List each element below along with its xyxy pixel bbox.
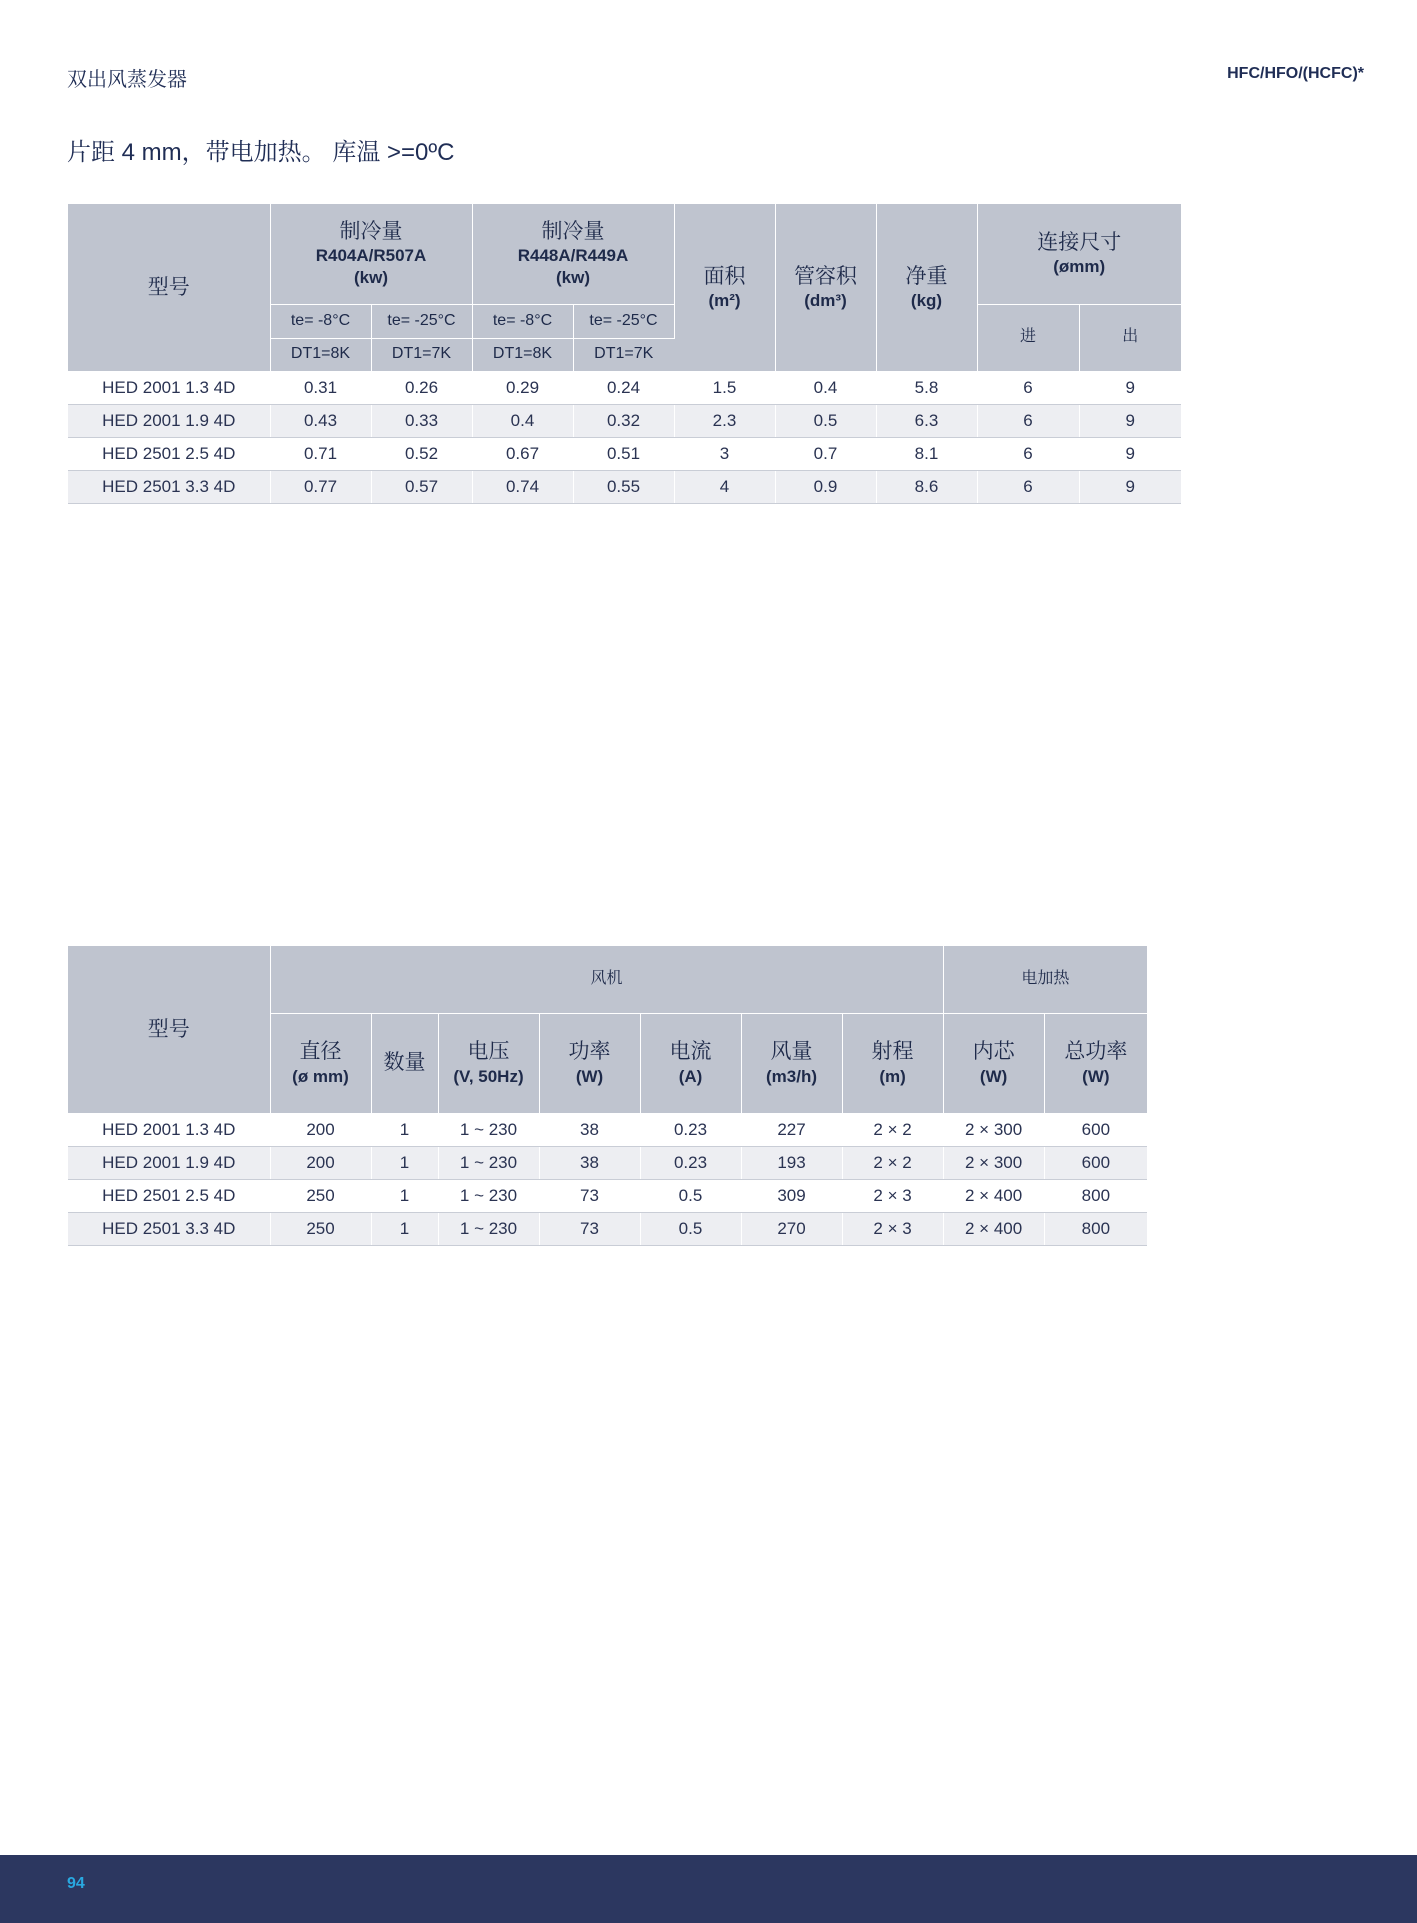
dt-header-2: DT1=7K	[371, 338, 472, 371]
table-row	[68, 1212, 1147, 1245]
table-cell: 4	[674, 470, 775, 503]
table-cell: 0.24	[573, 371, 674, 404]
table-cell: 9	[1079, 470, 1181, 503]
table-cell: 0.51	[573, 437, 674, 470]
table-cell: 309	[741, 1179, 842, 1212]
fan-heater-table	[68, 946, 1147, 1246]
page-subtitle: 片距 4 mm，带电加热。 库温 >=0ºC	[67, 139, 455, 166]
table-cell: 1	[371, 1179, 438, 1212]
table-cell: 270	[741, 1212, 842, 1245]
connection-in-header: 进	[977, 304, 1079, 371]
table-cell: 200	[270, 1146, 371, 1179]
table-cell: 1 ~ 230	[438, 1179, 539, 1212]
page-number: 94	[67, 1875, 85, 1892]
power-header: 功率 (W)	[539, 1013, 640, 1113]
model-cell: HED 2501 3.3 4D	[68, 470, 270, 503]
table-cell: 0.33	[371, 404, 472, 437]
table-cell: 1 ~ 230	[438, 1113, 539, 1146]
table-cell: 0.74	[472, 470, 573, 503]
heater-core-header: 内芯 (W)	[943, 1013, 1044, 1113]
table-cell: 227	[741, 1113, 842, 1146]
table-cell: 0.31	[270, 371, 371, 404]
table-cell: 0.7	[775, 437, 876, 470]
quantity-header: 数量	[371, 1013, 438, 1113]
diameter-header: 直径 (ø mm)	[270, 1013, 371, 1113]
table-cell: 2 × 300	[943, 1113, 1044, 1146]
model-cell: HED 2501 2.5 4D	[68, 437, 270, 470]
fan-header: 风机	[270, 946, 943, 1013]
model-cell: HED 2001 1.9 4D	[68, 404, 270, 437]
model-cell: HED 2001 1.9 4D	[68, 1146, 270, 1179]
table-row	[68, 437, 1181, 470]
table-cell: 0.5	[640, 1179, 741, 1212]
table-cell: 6.3	[876, 404, 977, 437]
table-cell: 0.57	[371, 470, 472, 503]
table-cell: 2 × 2	[842, 1113, 943, 1146]
table-cell: 2 × 400	[943, 1179, 1044, 1212]
table-cell: 38	[539, 1113, 640, 1146]
table-cell: 200	[270, 1113, 371, 1146]
capacity-r404a-header: 制冷量 R404A/R507A (kw)	[270, 204, 472, 304]
table-cell: 0.32	[573, 404, 674, 437]
te-header-1: te= -8°C	[270, 304, 371, 338]
dt-header-3: DT1=8K	[472, 338, 573, 371]
table-cell: 1	[371, 1212, 438, 1245]
table-cell: 6	[977, 371, 1079, 404]
te-header-4: te= -25°C	[573, 304, 674, 338]
table-cell: 1 ~ 230	[438, 1212, 539, 1245]
table-cell: 2 × 2	[842, 1146, 943, 1179]
table-cell: 9	[1079, 371, 1181, 404]
table-cell: 3	[674, 437, 775, 470]
table-cell: 6	[977, 470, 1079, 503]
capacity-r448a-header: 制冷量 R448A/R449A (kw)	[472, 204, 674, 304]
area-header: 面积 (m²)	[674, 204, 775, 371]
airflow-header: 风量 (m3/h)	[741, 1013, 842, 1113]
table-cell: 0.4	[775, 371, 876, 404]
table-cell: 1.5	[674, 371, 775, 404]
table-cell: 600	[1044, 1113, 1147, 1146]
table-cell: 1	[371, 1113, 438, 1146]
table-cell: 0.55	[573, 470, 674, 503]
table-cell: 2 × 3	[842, 1212, 943, 1245]
heater-header: 电加热	[943, 946, 1147, 1013]
table-cell: 73	[539, 1212, 640, 1245]
table-cell: 0.23	[640, 1146, 741, 1179]
table-cell: 800	[1044, 1212, 1147, 1245]
dt-header-1: DT1=8K	[270, 338, 371, 371]
table-cell: 250	[270, 1179, 371, 1212]
weight-header: 净重 (kg)	[876, 204, 977, 371]
table-cell: 8.6	[876, 470, 977, 503]
table-cell: 0.4	[472, 404, 573, 437]
throw-header: 射程 (m)	[842, 1013, 943, 1113]
table-cell: 250	[270, 1212, 371, 1245]
table-row	[68, 1179, 1147, 1212]
table-cell: 600	[1044, 1146, 1147, 1179]
table-cell: 9	[1079, 437, 1181, 470]
table-cell: 193	[741, 1146, 842, 1179]
table-cell: 0.5	[775, 404, 876, 437]
table-cell: 2 × 3	[842, 1179, 943, 1212]
table-cell: 1	[371, 1146, 438, 1179]
table-cell: 38	[539, 1146, 640, 1179]
total-power-header: 总功率 (W)	[1044, 1013, 1147, 1113]
table-cell: 0.71	[270, 437, 371, 470]
table-cell: 73	[539, 1179, 640, 1212]
table-cell: 0.26	[371, 371, 472, 404]
table-cell: 0.52	[371, 437, 472, 470]
table-cell: 8.1	[876, 437, 977, 470]
table-cell: 0.9	[775, 470, 876, 503]
table-cell: 6	[977, 437, 1079, 470]
model-cell: HED 2001 1.3 4D	[68, 371, 270, 404]
connection-out-header: 出	[1079, 304, 1181, 371]
model-cell: HED 2001 1.3 4D	[68, 1113, 270, 1146]
table-row	[68, 371, 1181, 404]
table-row	[68, 404, 1181, 437]
table-cell: 0.5	[640, 1212, 741, 1245]
model-header: 型号	[68, 204, 270, 371]
table-cell: 2 × 400	[943, 1212, 1044, 1245]
section-title: 双出风蒸发器	[67, 69, 187, 91]
tube-volume-header: 管容积 (dm³)	[775, 204, 876, 371]
current-header: 电流 (A)	[640, 1013, 741, 1113]
table-cell: 6	[977, 404, 1079, 437]
te-header-2: te= -25°C	[371, 304, 472, 338]
table-row	[68, 1113, 1147, 1146]
table-cell: 9	[1079, 404, 1181, 437]
table-cell: 0.43	[270, 404, 371, 437]
table-cell: 1 ~ 230	[438, 1146, 539, 1179]
table-row	[68, 1146, 1147, 1179]
table-cell: 0.23	[640, 1113, 741, 1146]
table-cell: 0.67	[472, 437, 573, 470]
capacity-table	[68, 204, 1181, 504]
table-row	[68, 470, 1181, 503]
model-cell: HED 2501 2.5 4D	[68, 1179, 270, 1212]
dt-header-4: DT1=7K	[573, 338, 674, 371]
refrigerant-label: HFC/HFO/(HCFC)*	[1227, 65, 1364, 82]
model-cell: HED 2501 3.3 4D	[68, 1212, 270, 1245]
table-cell: 5.8	[876, 371, 977, 404]
voltage-header: 电压 (V, 50Hz)	[438, 1013, 539, 1113]
table-cell: 0.29	[472, 371, 573, 404]
footer-bar	[0, 1855, 1417, 1923]
table-cell: 800	[1044, 1179, 1147, 1212]
table-cell: 2.3	[674, 404, 775, 437]
table-cell: 0.77	[270, 470, 371, 503]
table-cell: 2 × 300	[943, 1146, 1044, 1179]
te-header-3: te= -8°C	[472, 304, 573, 338]
model-header: 型号	[68, 946, 270, 1113]
connection-header: 连接尺寸 (ømm)	[977, 204, 1181, 304]
